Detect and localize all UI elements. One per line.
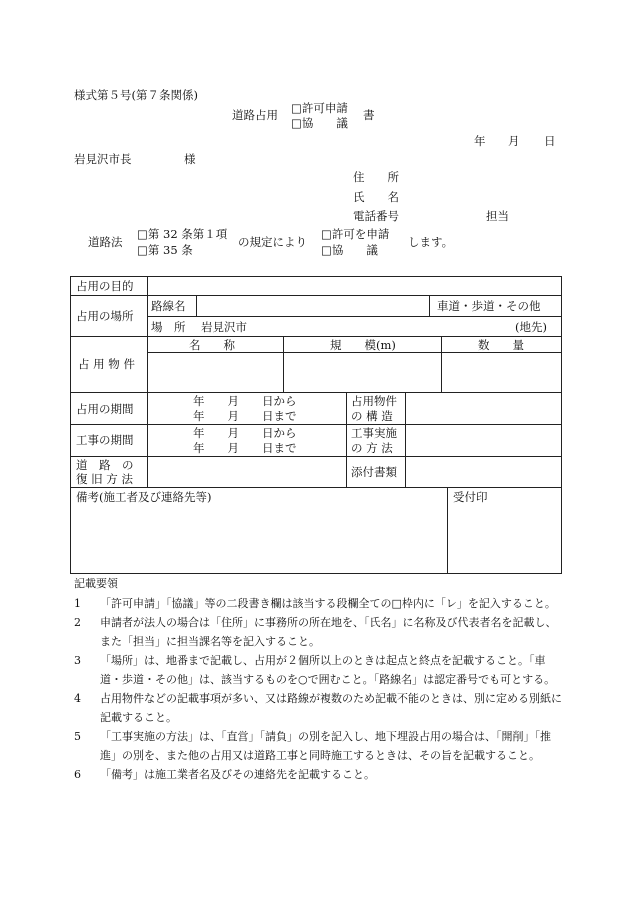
instruction-text: 「備考」は施工業者名及びその連絡先を記載すること。 bbox=[100, 768, 375, 781]
city-name: 岩見沢市 bbox=[201, 320, 247, 334]
attachment-field[interactable] bbox=[406, 457, 561, 486]
method-label: 工事実施 bbox=[351, 426, 397, 440]
instruction-text: 「場所」は、地番まで記載し、占用が２個所以上のときは起点と終点を記載すること。「車道・歩道・その他」は、該当するものを○で囲むこと。「路線名」は認定番号でも可とする。 bbox=[100, 654, 556, 686]
date-month: 月 bbox=[508, 134, 520, 148]
address-label: 住 所 bbox=[353, 170, 399, 184]
restore-field[interactable] bbox=[148, 457, 345, 486]
instruction-number: 2 bbox=[74, 616, 81, 629]
method-field[interactable] bbox=[406, 425, 561, 455]
instruction-item bbox=[74, 689, 564, 727]
addressee-honorific: 様 bbox=[184, 152, 196, 166]
instruction-item bbox=[74, 594, 564, 613]
column-scale: 規 模(m) bbox=[330, 338, 396, 352]
work-period-label: 工事の期間 bbox=[76, 433, 134, 447]
object-label: 占 用 物 件 bbox=[78, 357, 135, 371]
statement-middle: の規定により bbox=[238, 235, 307, 249]
article-35-checkbox[interactable]: □第 35 条 bbox=[137, 243, 193, 257]
row-divider bbox=[70, 336, 562, 337]
object-scale-field[interactable] bbox=[284, 353, 441, 391]
instruction-number: 6 bbox=[74, 768, 81, 781]
location-label: 場 所 bbox=[151, 320, 186, 334]
route-label: 路線名 bbox=[151, 299, 186, 313]
apply-permit-checkbox[interactable]: □許可を申請 bbox=[321, 227, 390, 241]
method-label-2: の 方 法 bbox=[351, 441, 393, 455]
title-suffix: 書 bbox=[363, 108, 375, 122]
period-label: 占用の期間 bbox=[76, 402, 134, 416]
instruction-text: 「工事実施の方法」は、「直営」「請負」の別を記入し、地下埋設占用の場合は、「開削」「推進」の別を、また他の占用又は道路工事と同時施工するときは、その旨を記載すること。 bbox=[100, 730, 551, 762]
instruction-number: 1 bbox=[74, 597, 81, 610]
title-option-permit-checkbox[interactable]: □許可申請 bbox=[291, 101, 348, 115]
attachment-label: 添付書類 bbox=[351, 465, 397, 479]
remarks-label: 備考(施工者及び連絡先等) bbox=[76, 490, 212, 504]
title-option-consult-checkbox[interactable]: □協 議 bbox=[291, 116, 348, 130]
instruction-number: 5 bbox=[74, 730, 81, 743]
object-quantity-field[interactable] bbox=[442, 353, 561, 391]
period-to[interactable]: 年 月 日まで bbox=[193, 409, 297, 423]
period-from[interactable]: 年 月 日から bbox=[193, 394, 297, 408]
instruction-text: 申請者が法人の場合は「住所」に事務所の所在地を、「氏名」に名称及び代表者名を記載し、また「担当」に担当課名等を記入すること。 bbox=[100, 616, 557, 648]
name-label: 氏 名 bbox=[353, 190, 399, 204]
remarks-field[interactable] bbox=[71, 506, 446, 573]
road-type-options[interactable]: 車道・歩道・その他 bbox=[437, 299, 541, 313]
purpose-field[interactable] bbox=[148, 277, 561, 295]
lot-suffix: (地先) bbox=[515, 320, 547, 334]
work-period-to[interactable]: 年 月 日まで bbox=[193, 441, 297, 455]
column-quantity: 数 量 bbox=[478, 338, 524, 352]
instruction-text: 「許可申請」「協議」等の二段書き欄は該当する段欄全ての□枠内に「レ」を記入すること。 bbox=[100, 597, 556, 610]
col-divider bbox=[447, 487, 448, 574]
title-prefix: 道路占用 bbox=[232, 108, 278, 122]
purpose-label: 占用の目的 bbox=[76, 279, 134, 293]
structure-label: 占用物件 bbox=[351, 394, 397, 408]
instruction-item bbox=[74, 765, 564, 784]
law-label: 道路法 bbox=[88, 235, 123, 249]
apply-consult-checkbox[interactable]: □協 議 bbox=[321, 243, 378, 257]
column-name: 名 称 bbox=[189, 338, 235, 352]
instruction-item bbox=[74, 613, 564, 651]
instructions bbox=[74, 574, 564, 784]
instruction-number: 4 bbox=[74, 692, 81, 705]
restore-label: 道 路 の bbox=[76, 458, 134, 472]
col-divider bbox=[429, 295, 430, 316]
work-period-from[interactable]: 年 月 日から bbox=[193, 426, 297, 440]
receipt-stamp-label: 受付印 bbox=[453, 490, 488, 504]
route-field[interactable] bbox=[197, 296, 428, 315]
article-32-checkbox[interactable]: □第 32 条第１項 bbox=[137, 227, 228, 241]
date-year: 年 bbox=[474, 134, 486, 148]
place-label: 占用の場所 bbox=[76, 309, 134, 323]
instruction-item bbox=[74, 727, 564, 765]
form-number: 様式第５号(第７条関係) bbox=[74, 88, 198, 102]
col-divider bbox=[346, 392, 347, 487]
restore-label-2: 復 旧 方 法 bbox=[76, 472, 133, 486]
contact-label: 担当 bbox=[486, 209, 509, 223]
statement-suffix: します。 bbox=[408, 235, 454, 249]
date-day: 日 bbox=[544, 134, 556, 148]
object-name-field[interactable] bbox=[148, 353, 283, 391]
instruction-item bbox=[74, 651, 564, 689]
instruction-text: 占用物件などの記載事項が多い、又は路線が複数のため記載不能のときは、別に定める別紙に記載すること。 bbox=[100, 692, 562, 724]
structure-label-2: の 構 造 bbox=[351, 409, 393, 423]
structure-field[interactable] bbox=[406, 393, 561, 423]
instructions-heading: 記載要領 bbox=[74, 577, 118, 590]
phone-label: 電話番号 bbox=[353, 209, 399, 223]
location-field[interactable] bbox=[250, 317, 510, 335]
instruction-number: 3 bbox=[74, 654, 81, 667]
row-divider bbox=[70, 487, 562, 488]
addressee: 岩見沢市長 bbox=[74, 152, 132, 166]
